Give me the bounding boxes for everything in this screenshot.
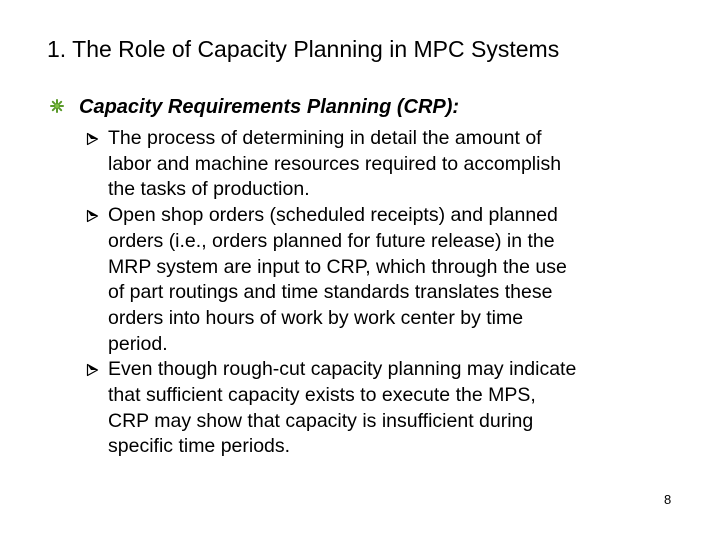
- sub-bullet-line: MRP system are input to CRP, which through the use: [108, 255, 567, 278]
- arrow-bullet-icon: [86, 132, 99, 146]
- sub-bullet-item: [86, 126, 686, 203]
- page-number: 8: [664, 492, 672, 507]
- sub-bullet-line: of part routings and time standards translates these: [108, 281, 553, 304]
- sub-bullet-line: the tasks of production.: [108, 178, 310, 201]
- sub-bullet-line: Even though rough-cut capacity planning may indicate: [108, 358, 577, 381]
- sub-bullet-line: period.: [108, 332, 168, 355]
- sub-bullet-line: CRP may show that capacity is insufficient during: [108, 409, 534, 432]
- sub-bullet-line: that sufficient capacity exists to execute the MPS,: [108, 384, 536, 407]
- arrow-bullet-icon: [86, 209, 99, 223]
- sub-bullet-line: specific time periods.: [108, 435, 291, 458]
- sub-bullet-list: [86, 126, 686, 460]
- arrow-bullet-icon: [86, 363, 99, 377]
- sub-bullet-item: [86, 357, 686, 460]
- sub-bullet-line: labor and machine resources required to accomplish: [108, 152, 562, 175]
- star-bullet-icon: [50, 99, 64, 113]
- main-bullet-heading: Capacity Requirements Planning (CRP):: [79, 96, 460, 118]
- sub-bullet-line: orders (i.e., orders planned for future release) in the: [108, 229, 555, 252]
- sub-bullet-line: The process of determining in detail the amount of: [108, 127, 542, 149]
- sub-bullet-line: Open shop orders (scheduled receipts) and planned: [108, 204, 558, 227]
- slide-title: 1. The Role of Capacity Planning in MPC Systems: [47, 36, 560, 62]
- sub-bullet-line: orders into hours of work by work center by time: [108, 306, 524, 329]
- sub-bullet-item: [86, 203, 686, 357]
